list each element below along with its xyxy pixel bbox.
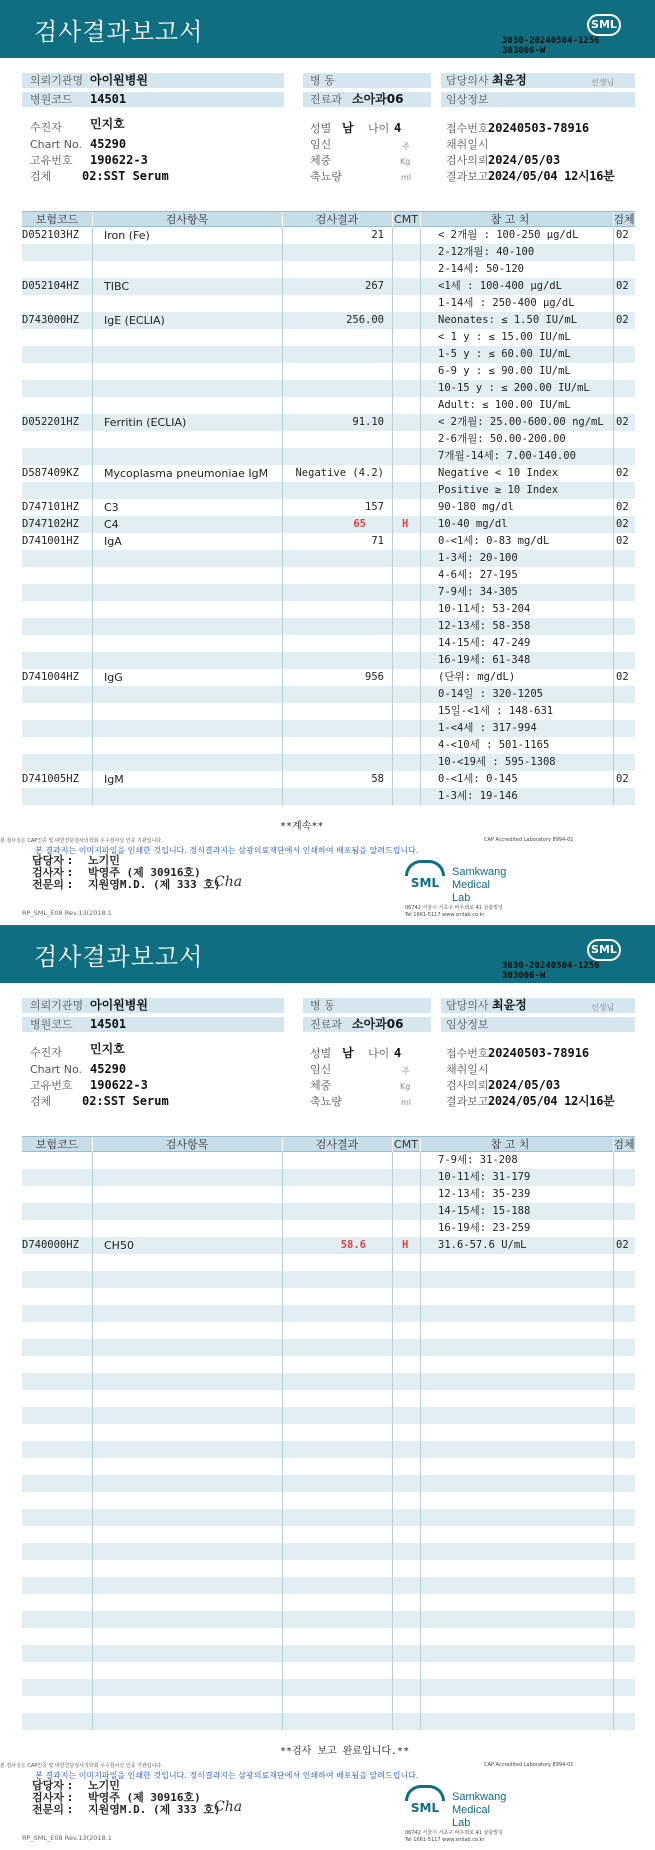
- table-row: [22, 1373, 635, 1390]
- cell-flag: H: [402, 1239, 409, 1251]
- collect-label: 채취일시: [446, 1063, 489, 1076]
- cell-specimen: 02: [616, 1239, 629, 1251]
- cell-ref: 12-13세: 35-239: [438, 1188, 531, 1200]
- unique-label: 고유번호: [30, 154, 73, 167]
- table-row: [22, 771, 635, 788]
- hosp-code-value: 14501: [90, 1017, 127, 1031]
- receipt-value: 20240503-78916: [488, 1046, 590, 1060]
- cell-ref: Positive ≥ 10 Index: [438, 484, 559, 496]
- report-title: 검사결과보고서: [34, 943, 204, 971]
- table-row: [22, 1526, 635, 1543]
- chart-label: Chart No.: [30, 138, 82, 151]
- patient-value: 민지호: [90, 1042, 125, 1056]
- cell-ref: (단위: mg/dL): [438, 671, 516, 683]
- cell-ref: Adult: ≤ 100.00 IU/mL: [438, 399, 571, 411]
- clinical-label: 임상정보: [446, 93, 489, 106]
- cell-code: D052201HZ: [22, 416, 79, 428]
- cell-result: 91.10: [352, 416, 384, 428]
- weight-unit: Kg: [400, 157, 411, 166]
- request-label: 검사의뢰: [446, 1079, 489, 1092]
- report-page: [0, 925, 655, 1850]
- table-row: [22, 329, 635, 346]
- table-row: [22, 686, 635, 703]
- table-row: [22, 1237, 635, 1254]
- table-row: [22, 703, 635, 720]
- table-row: [22, 295, 635, 312]
- urine-label: 축뇨량: [310, 170, 342, 183]
- table-row: [22, 1390, 635, 1407]
- cell-item: TIBC: [104, 280, 129, 293]
- weight-label: 체중: [310, 1079, 332, 1092]
- lab-name: Samkwang Medical Lab: [452, 1791, 507, 1829]
- inst-value: 아이원병원: [90, 998, 148, 1012]
- cell-result: 71: [371, 535, 384, 547]
- table-row: [22, 601, 635, 618]
- cell-ref: Neonates: ≤ 1.50 IU/mL: [438, 314, 578, 326]
- cell-specimen: 02: [616, 535, 629, 547]
- unique-label: 고유번호: [30, 1079, 73, 1092]
- col-cmt: CMT: [394, 213, 418, 226]
- cell-specimen: 02: [616, 501, 629, 513]
- table-row: [22, 1288, 635, 1305]
- table-row: [22, 720, 635, 737]
- table-row: [22, 1322, 635, 1339]
- table-row: [22, 1458, 635, 1475]
- cell-ref: 2-6개월: 50.00-200.00: [438, 433, 566, 445]
- signature: Cha: [214, 874, 243, 890]
- cell-specimen: 02: [616, 416, 629, 428]
- table-row: [22, 312, 635, 329]
- column-divider: [282, 1152, 283, 1730]
- cell-ref: 2-12개월: 40-100: [438, 246, 535, 258]
- col-item: 검사항목: [165, 213, 209, 226]
- cell-result: 157: [365, 501, 384, 513]
- cell-ref: 10-40 mg/dl: [438, 518, 508, 530]
- table-row: [22, 567, 635, 584]
- request-value: 2024/05/03: [488, 153, 561, 167]
- table-row: [22, 1271, 635, 1288]
- table-row: [22, 1696, 635, 1713]
- doctor-label: 담당의사: [446, 74, 489, 87]
- column-divider: [282, 227, 283, 805]
- weight-unit: Kg: [400, 1082, 411, 1091]
- cell-specimen: 02: [616, 518, 629, 530]
- cell-result: 256.00: [346, 314, 384, 326]
- cell-ref: 6-9 y : ≤ 90.00 IU/mL: [438, 365, 571, 377]
- cell-flag: H: [402, 518, 409, 530]
- cell-code: D741004HZ: [22, 671, 79, 683]
- table-row: [22, 1186, 635, 1203]
- table-row: [22, 1356, 635, 1373]
- table-row: [22, 1543, 635, 1560]
- samkwang-logo: [405, 858, 507, 904]
- cell-ref: 2-14세: 50-120: [438, 263, 525, 275]
- table-row: [22, 431, 635, 448]
- table-row: [22, 618, 635, 635]
- column-divider: [392, 1152, 393, 1730]
- table-row: [22, 414, 635, 431]
- table-row: [22, 1475, 635, 1492]
- table-row: [22, 1441, 635, 1458]
- table-row: [22, 669, 635, 686]
- cell-code: D743000HZ: [22, 314, 79, 326]
- cell-result: 58.6: [340, 1239, 366, 1251]
- cell-ref: <1세 : 100-400 μg/dL: [438, 280, 562, 292]
- cell-item: C4: [104, 518, 119, 531]
- cell-ref: < 1 y : ≤ 15.00 IU/mL: [438, 331, 571, 343]
- cell-code: D052104HZ: [22, 280, 79, 292]
- lab-name: Samkwang Medical Lab: [452, 866, 507, 904]
- specimen-label: 검체: [30, 1095, 52, 1108]
- table-row: [22, 550, 635, 567]
- cell-item: Ferritin (ECLIA): [104, 416, 187, 429]
- cell-ref: Negative < 10 Index: [438, 467, 559, 479]
- results-table-header: [22, 211, 635, 227]
- inst-label: 의뢰기관명: [30, 74, 84, 87]
- results-table-header: [22, 1136, 635, 1152]
- cell-result: Negative (4.2): [295, 467, 384, 479]
- table-row: [22, 1254, 635, 1271]
- cell-result: 956: [365, 671, 384, 683]
- table-row: [22, 482, 635, 499]
- column-divider: [613, 1152, 614, 1730]
- dept-value: 소아과06: [352, 1017, 404, 1031]
- table-row: [22, 1152, 635, 1169]
- cell-code: D052103HZ: [22, 229, 79, 241]
- hosp-code-value: 14501: [90, 92, 127, 106]
- rp-code: RP_SML_E08 Rev.13(2018.1: [22, 909, 112, 917]
- cell-result: 65: [353, 518, 366, 530]
- col-specimen: 검체: [613, 1138, 635, 1151]
- table-row: [22, 1305, 635, 1322]
- age-value: 4: [394, 1046, 402, 1060]
- specialist-line: 전문의 : 지원영M.D. (제 333 호): [32, 878, 221, 891]
- cell-ref: 0-<1세: 0-83 mg/dL: [438, 535, 550, 547]
- cell-ref: < 2개월 : 100-250 μg/dL: [438, 229, 579, 241]
- column-divider: [420, 227, 421, 805]
- cell-code: D747101HZ: [22, 501, 79, 513]
- table-row: [22, 516, 635, 533]
- lab-phone: Tel 1661-5117 www.smlab.co.kr: [405, 912, 485, 918]
- table-row: [22, 1203, 635, 1220]
- col-cmt: CMT: [394, 1138, 418, 1151]
- col-specimen: 검체: [613, 213, 635, 226]
- cell-ref: 10-11세: 31-179: [438, 1171, 531, 1183]
- report-header: [0, 925, 655, 983]
- weight-label: 체중: [310, 154, 332, 167]
- end-note: **검사 보고 완료입니다.**: [280, 1746, 410, 1757]
- col-ref: 참 고 치: [490, 213, 530, 226]
- report-code: 3030-20240504-1256 303006-W: [502, 36, 600, 56]
- results-table: [22, 227, 635, 817]
- table-row: [22, 1594, 635, 1611]
- table-row: [22, 244, 635, 261]
- preg-unit: 주: [402, 1067, 410, 1076]
- chart-value: 45290: [90, 1062, 127, 1076]
- cell-ref: 0-14일 : 320-1205: [438, 688, 543, 700]
- cell-code: D740000HZ: [22, 1239, 79, 1251]
- report-label: 결과보고: [446, 1095, 489, 1108]
- inst-value: 아이원병원: [90, 73, 148, 87]
- cell-result: 58: [371, 773, 384, 785]
- doctor-value: 최윤정: [492, 73, 527, 87]
- cell-ref: 7-9세: 34-305: [438, 586, 518, 598]
- sml-mark: SML: [410, 1801, 440, 1815]
- table-row: [22, 1560, 635, 1577]
- manager-line: 담당자 : 노기민: [32, 854, 120, 867]
- specialist-line: 전문의 : 지원영M.D. (제 333 호): [32, 1803, 221, 1816]
- report-header: [0, 0, 655, 58]
- report-code: 3030-20240504-1256 303006-W: [502, 961, 600, 981]
- cell-specimen: 02: [616, 467, 629, 479]
- collect-label: 채취일시: [446, 138, 489, 151]
- cell-item: Iron (Fe): [104, 229, 150, 242]
- chart-label: Chart No.: [30, 1063, 82, 1076]
- preg-label: 임신: [310, 1063, 332, 1076]
- patient-label: 수진자: [30, 121, 62, 134]
- cell-item: IgE (ECLIA): [104, 314, 165, 327]
- cell-ref: 10-15 y : ≤ 200.00 IU/mL: [438, 382, 590, 394]
- cell-ref: 31.6-57.6 U/mL: [438, 1239, 527, 1251]
- specimen-value: 02:SST Serum: [82, 169, 169, 183]
- cell-result: 267: [365, 280, 384, 292]
- cell-ref: 12-13세: 58-358: [438, 620, 531, 632]
- fine-print: 본 검사실은 CAP인증 및 대한진단검사의학회 우수검사실 인증 기관입니다.: [0, 838, 163, 844]
- dept-label: 진료과: [310, 1018, 342, 1031]
- table-row: [22, 1220, 635, 1237]
- table-row: [22, 227, 635, 244]
- table-row: [22, 652, 635, 669]
- age-label: 나이: [368, 122, 390, 135]
- cell-item: Mycoplasma pneumoniae IgM: [104, 467, 269, 480]
- column-divider: [92, 227, 93, 805]
- cell-specimen: 02: [616, 671, 629, 683]
- table-row: [22, 261, 635, 278]
- lab-phone: Tel 1661-5117 www.smlab.co.kr: [405, 1837, 485, 1843]
- cell-ref: 1-3세: 19-146: [438, 790, 518, 802]
- cell-ref: 90-180 mg/dl: [438, 501, 514, 513]
- dept-label: 진료과: [310, 93, 342, 106]
- column-divider: [613, 227, 614, 805]
- table-row: [22, 397, 635, 414]
- table-row: [22, 278, 635, 295]
- inst-label: 의뢰기관명: [30, 999, 84, 1012]
- cell-ref: 4-<10세 : 501-1165: [438, 739, 550, 751]
- tester-line: 검사자 : 박영주 (제 30916호): [32, 866, 201, 879]
- cell-ref: 0-<1세: 0-145: [438, 773, 518, 785]
- cell-ref: 1-3세: 20-100: [438, 552, 518, 564]
- request-label: 검사의뢰: [446, 154, 489, 167]
- request-value: 2024/05/03: [488, 1078, 561, 1092]
- cell-item: IgM: [104, 773, 124, 786]
- patient-label: 수진자: [30, 1046, 62, 1059]
- clinical-label: 임상정보: [446, 1018, 489, 1031]
- doctor-suffix: 선생님: [591, 1003, 615, 1012]
- cell-code: D741001HZ: [22, 535, 79, 547]
- cell-ref: 1-<4세 : 317-994: [438, 722, 537, 734]
- lab-address: 06742 서울시 서초구 바우뫼로 41 삼광빌딩: [405, 1830, 503, 1836]
- table-row: [22, 1509, 635, 1526]
- report-value: 2024/05/04 12시16분: [488, 169, 615, 183]
- samkwang-logo: [405, 1783, 507, 1829]
- hosp-code-label: 병원코드: [30, 93, 73, 106]
- col-code: 보험코드: [35, 213, 79, 226]
- table-row: [22, 788, 635, 805]
- cell-code: D747102HZ: [22, 518, 79, 530]
- table-row: [22, 1339, 635, 1356]
- column-divider: [392, 227, 393, 805]
- table-row: [22, 465, 635, 482]
- table-row: [22, 1169, 635, 1186]
- rp-code: RP_SML_E08 Rev.13(2018.1: [22, 1834, 112, 1842]
- cell-ref: 4-6세: 27-195: [438, 569, 518, 581]
- manager-line: 담당자 : 노기민: [32, 1779, 120, 1792]
- sml-arc-icon: [405, 1785, 445, 1801]
- table-row: [22, 1611, 635, 1628]
- col-code: 보험코드: [35, 1138, 79, 1151]
- receipt-value: 20240503-78916: [488, 121, 590, 135]
- table-row: [22, 1679, 635, 1696]
- doctor-value: 최윤정: [492, 998, 527, 1012]
- age-label: 나이: [368, 1047, 390, 1060]
- results-table: [22, 1152, 635, 1742]
- col-ref: 참 고 치: [490, 1138, 530, 1151]
- notice-text: 본 결과지는 이미지파일을 인쇄한 것입니다. 정식결과지는 삼광의료재단에서 인쇄하여 배포됨을 알려드립니다.: [35, 846, 419, 855]
- signature: Cha: [214, 1799, 243, 1815]
- urine-unit: ml: [401, 1098, 412, 1107]
- table-row: [22, 1645, 635, 1662]
- table-row: [22, 499, 635, 516]
- cap-accreditation: CAP Accredited Laboratory 8994-01: [484, 837, 574, 843]
- lab-address: 06742 서울시 서초구 바우뫼로 41 삼광빌딩: [405, 905, 503, 911]
- cell-ref: 10-11세: 53-204: [438, 603, 531, 615]
- col-result: 검사결과: [315, 213, 359, 226]
- table-row: [22, 737, 635, 754]
- tester-line: 검사자 : 박영주 (제 30916호): [32, 1791, 201, 1804]
- table-row: [22, 448, 635, 465]
- table-row: [22, 635, 635, 652]
- cell-specimen: 02: [616, 314, 629, 326]
- sml-arc-icon: [405, 860, 445, 876]
- report-value: 2024/05/04 12시16분: [488, 1094, 615, 1108]
- cell-specimen: 02: [616, 280, 629, 292]
- cell-ref: 1-14세 : 250-400 μg/dL: [438, 297, 575, 309]
- cell-result: 21: [371, 229, 384, 241]
- cell-ref: 14-15세: 47-249: [438, 637, 531, 649]
- table-row: [22, 363, 635, 380]
- table-row: [22, 533, 635, 550]
- receipt-label: 접수번호: [446, 1047, 489, 1060]
- col-result: 검사결과: [315, 1138, 359, 1151]
- cell-ref: 1-5 y : ≤ 60.00 IU/mL: [438, 348, 571, 360]
- preg-label: 임신: [310, 138, 332, 151]
- sex-value: 남: [342, 1046, 354, 1060]
- table-row: [22, 1577, 635, 1594]
- cap-accreditation: CAP Accredited Laboratory 8994-01: [484, 1762, 574, 1768]
- notice-text: 본 결과지는 이미지파일을 인쇄한 것입니다. 정식결과지는 삼광의료재단에서 인쇄하여 배포됨을 알려드립니다.: [35, 1771, 419, 1780]
- end-note: **계속**: [280, 821, 324, 832]
- cell-item: IgG: [104, 671, 123, 684]
- cell-specimen: 02: [616, 773, 629, 785]
- age-value: 4: [394, 121, 402, 135]
- patient-value: 민지호: [90, 117, 125, 131]
- column-divider: [92, 1152, 93, 1730]
- table-row: [22, 1407, 635, 1424]
- unique-value: 190622-3: [90, 1078, 148, 1092]
- fine-print: 본 검사실은 CAP인증 및 대한진단검사의학회 우수검사실 인증 기관입니다.: [0, 1763, 163, 1769]
- ward-label: 병 동: [310, 74, 335, 87]
- hosp-code-label: 병원코드: [30, 1018, 73, 1031]
- cell-ref: 7개월-14세: 7.00-140.00: [438, 450, 576, 462]
- cell-ref: 16-19세: 23-259: [438, 1222, 531, 1234]
- doctor-suffix: 선생님: [591, 78, 615, 87]
- report-label: 결과보고: [446, 170, 489, 183]
- table-row: [22, 380, 635, 397]
- column-divider: [420, 1152, 421, 1730]
- table-row: [22, 584, 635, 601]
- doctor-label: 담당의사: [446, 999, 489, 1012]
- ward-label: 병 동: [310, 999, 335, 1012]
- cell-ref: 15일-<1세 : 148-631: [438, 705, 554, 717]
- sex-value: 남: [342, 121, 354, 135]
- sml-logo-icon: SML: [587, 14, 621, 36]
- cell-ref: 10-<19세 : 595-1308: [438, 756, 556, 768]
- cell-item: C3: [104, 501, 119, 514]
- table-row: [22, 754, 635, 771]
- cell-code: D741005HZ: [22, 773, 79, 785]
- receipt-label: 접수번호: [446, 122, 489, 135]
- sex-label: 성별: [310, 1047, 332, 1060]
- sml-logo-icon: SML: [587, 939, 621, 961]
- cell-item: CH50: [104, 1239, 134, 1252]
- cell-code: D587409KZ: [22, 467, 79, 479]
- cell-ref: 7-9세: 31-208: [438, 1154, 518, 1166]
- cell-ref: 14-15세: 15-188: [438, 1205, 531, 1217]
- cell-item: IgA: [104, 535, 122, 548]
- cell-ref: < 2개월: 25.00-600.00 ng/mL: [438, 416, 604, 428]
- sex-label: 성별: [310, 122, 332, 135]
- table-row: [22, 1492, 635, 1509]
- table-row: [22, 346, 635, 363]
- report-title: 검사결과보고서: [34, 18, 204, 46]
- col-item: 검사항목: [165, 1138, 209, 1151]
- table-row: [22, 1628, 635, 1645]
- dept-value: 소아과06: [352, 92, 404, 106]
- urine-label: 축뇨량: [310, 1095, 342, 1108]
- chart-value: 45290: [90, 137, 127, 151]
- unique-value: 190622-3: [90, 153, 148, 167]
- sml-mark: SML: [410, 876, 440, 890]
- specimen-value: 02:SST Serum: [82, 1094, 169, 1108]
- table-row: [22, 1713, 635, 1730]
- table-row: [22, 1424, 635, 1441]
- urine-unit: ml: [401, 173, 412, 182]
- specimen-label: 검체: [30, 170, 52, 183]
- cell-ref: 16-19세: 61-348: [438, 654, 531, 666]
- preg-unit: 주: [402, 142, 410, 151]
- cell-specimen: 02: [616, 229, 629, 241]
- table-row: [22, 1662, 635, 1679]
